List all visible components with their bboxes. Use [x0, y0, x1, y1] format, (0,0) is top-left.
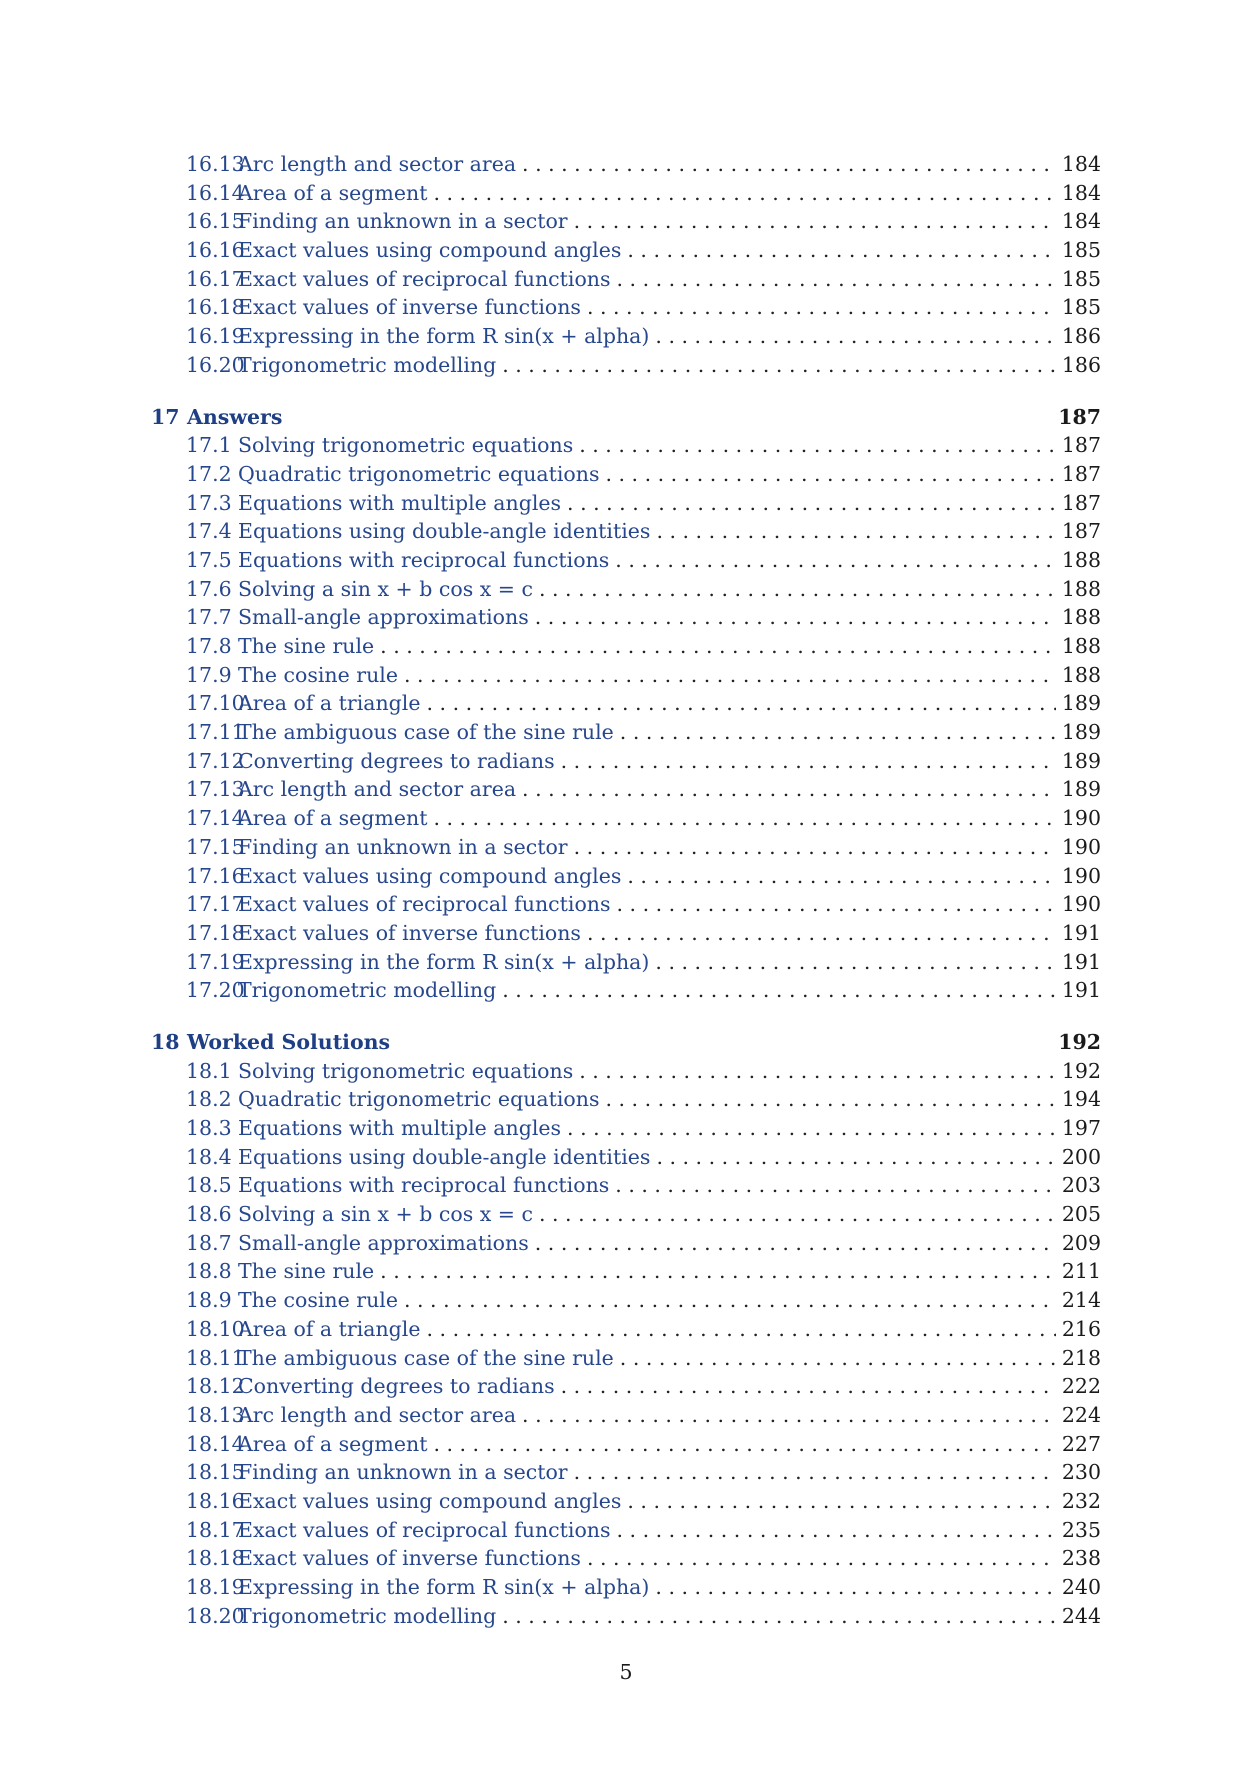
toc-dot-leader — [522, 775, 1056, 804]
toc-entry-title: The cosine rule — [238, 662, 398, 687]
toc-dot-leader — [535, 603, 1056, 632]
toc-section-link[interactable] — [151, 150, 1101, 179]
toc-section-link[interactable] — [151, 1315, 1101, 1344]
toc-dot-leader — [404, 661, 1056, 690]
toc-entry-number: 18.8 — [186, 1259, 232, 1284]
toc-entry-page: 192 — [1058, 1029, 1101, 1054]
toc-entry-page: 184 — [1061, 152, 1101, 176]
toc-entry-page: 190 — [1061, 863, 1101, 888]
toc-dot-leader — [539, 575, 1056, 604]
toc-entry-number: 17 — [151, 404, 180, 429]
toc-entry-number: 18.4 — [186, 1144, 232, 1169]
toc-section-link[interactable] — [151, 1229, 1101, 1258]
toc-entry-number: 17.5 — [186, 547, 232, 572]
toc-entry-number: 18.18 — [186, 1546, 245, 1571]
toc-entry-page: 187 — [1061, 433, 1101, 458]
toc-entry-page: 189 — [1061, 691, 1101, 716]
toc-dot-leader — [433, 1430, 1055, 1459]
toc-entry-title: Converting degrees to radians — [238, 1374, 555, 1399]
toc-entry-number: 18.13 — [186, 1402, 245, 1427]
toc-entry-title: Finding an unknown in a sector — [238, 209, 568, 234]
toc-entry-page: 187 — [1061, 519, 1101, 544]
toc-entry-title: Exact values of inverse functions — [238, 295, 581, 320]
toc-entry-number: 18.16 — [186, 1488, 245, 1513]
toc-entry-number: 17.6 — [186, 576, 232, 601]
toc-section-link[interactable] — [151, 689, 1101, 718]
toc-dot-leader — [539, 1200, 1056, 1229]
toc-entry-page: 197 — [1061, 1116, 1101, 1140]
toc-dot-leader — [522, 150, 1056, 179]
toc-entry-title: Solving a sin x + b cos x = c — [238, 576, 533, 601]
toc-section-link[interactable] — [151, 1573, 1101, 1602]
toc-dot-leader — [656, 517, 1055, 546]
toc-entry-page: 189 — [1061, 748, 1101, 773]
toc-entry-page: 203 — [1061, 1173, 1101, 1198]
toc-entry-title: Quadratic trigonometric equations — [238, 461, 600, 486]
toc-section-link[interactable] — [151, 804, 1101, 833]
toc-section-link[interactable] — [151, 890, 1101, 919]
toc-section-link[interactable] — [151, 1171, 1101, 1200]
toc-entry-page: 186 — [1061, 324, 1101, 349]
toc-entry-page: 240 — [1061, 1575, 1101, 1599]
toc-entry-page: 191 — [1061, 920, 1101, 945]
toc-dot-leader — [579, 431, 1056, 460]
toc-section-link[interactable] — [151, 718, 1101, 747]
toc-entry-page: 222 — [1061, 1374, 1101, 1399]
toc-dot-leader — [587, 1544, 1056, 1573]
toc-dot-leader — [587, 293, 1056, 322]
toc-entry-number: 18.1 — [186, 1058, 232, 1083]
toc-entry-page: 187 — [1061, 461, 1101, 486]
toc-dot-leader — [433, 179, 1055, 208]
toc-entry-number: 18.11 — [186, 1345, 245, 1370]
toc-entry-page: 200 — [1061, 1144, 1101, 1169]
toc-entry-number: 18.2 — [186, 1087, 232, 1112]
toc-dot-leader — [617, 1516, 1056, 1545]
toc-entry-title: Solving trigonometric equations — [238, 1058, 574, 1083]
toc-entry-title: Exact values of inverse functions — [238, 1546, 581, 1571]
toc-chapter-link[interactable] — [151, 1028, 1101, 1057]
toc-entry-title: Trigonometric modelling — [238, 978, 497, 1003]
toc-entry-number: 17.19 — [186, 949, 245, 974]
toc-entry-number: 17.1 — [186, 433, 232, 458]
toc-section-link[interactable] — [151, 603, 1101, 632]
toc-entry-title: Exact values of reciprocal functions — [238, 266, 611, 291]
toc-section-link[interactable] — [151, 1143, 1101, 1172]
toc-entry-title: Exact values of inverse functions — [238, 920, 581, 945]
toc-entry-title: Trigonometric modelling — [238, 352, 497, 377]
toc-entry-title: Expressing in the form R sin(x + alpha) — [238, 1575, 650, 1599]
toc-entry-page: 205 — [1061, 1202, 1101, 1227]
toc-dot-leader — [502, 351, 1056, 380]
toc-entry-title: Trigonometric modelling — [238, 1603, 497, 1628]
toc-section-link[interactable] — [151, 207, 1101, 236]
toc-entry-page: 194 — [1061, 1087, 1101, 1112]
toc-section-link[interactable] — [151, 1430, 1101, 1459]
toc-entry-title: Expressing in the form R sin(x + alpha) — [238, 324, 650, 349]
toc-dot-leader — [627, 236, 1055, 265]
toc-dot-leader — [427, 689, 1056, 718]
toc-entry-page: 211 — [1061, 1259, 1101, 1284]
toc-dot-leader — [587, 919, 1056, 948]
toc-entry-number: 18.3 — [186, 1116, 232, 1140]
toc-entry-page: 189 — [1061, 720, 1101, 745]
toc-section-link[interactable] — [151, 1487, 1101, 1516]
toc-section-link[interactable] — [151, 322, 1101, 351]
toc-entry-page: 188 — [1061, 576, 1101, 601]
toc-dot-leader — [574, 1458, 1056, 1487]
toc-entry-title: Quadratic trigonometric equations — [238, 1087, 600, 1112]
toc-entry-page: 232 — [1061, 1488, 1101, 1513]
toc-dot-leader — [627, 862, 1055, 891]
toc-entry-title: Area of a triangle — [238, 1316, 421, 1341]
toc-entry-page: 191 — [1061, 978, 1101, 1003]
toc-section-link[interactable] — [151, 747, 1101, 776]
toc-section-link[interactable] — [151, 661, 1101, 690]
toc-entry-page: 238 — [1061, 1546, 1101, 1571]
toc-section-link[interactable] — [151, 632, 1101, 661]
toc-dot-leader — [620, 1344, 1056, 1373]
toc-dot-leader — [627, 1487, 1055, 1516]
toc-entry-page: 184 — [1061, 180, 1101, 205]
toc-entry-number: 17.2 — [186, 461, 232, 486]
toc-entry-title: Equations with multiple angles — [238, 1116, 562, 1140]
toc-dot-leader — [380, 1257, 1056, 1286]
toc-entry-title: Exact values using compound angles — [238, 863, 622, 888]
toc-entry-page: 216 — [1061, 1316, 1101, 1341]
toc-chapter-link[interactable] — [151, 403, 1101, 432]
toc-entry-title: Small-angle approximations — [238, 1230, 529, 1255]
toc-entry-number: 18.12 — [186, 1374, 245, 1399]
toc-dot-leader — [655, 948, 1055, 977]
toc-dot-leader — [567, 489, 1056, 518]
toc-section-link[interactable] — [151, 517, 1101, 546]
toc-section-link[interactable] — [151, 1057, 1101, 1086]
toc-entry-page: 244 — [1061, 1603, 1101, 1628]
toc-entry-page: 189 — [1061, 777, 1101, 802]
toc-entry-title: Area of a triangle — [238, 691, 421, 716]
toc-entry-title: Equations with multiple angles — [238, 490, 562, 515]
toc-section-link[interactable] — [151, 1544, 1101, 1573]
toc-entry-title: Finding an unknown in a sector — [238, 1460, 568, 1485]
toc-entry-number: 18 — [151, 1029, 180, 1054]
toc-dot-leader — [615, 1171, 1056, 1200]
toc-dot-leader — [427, 1315, 1056, 1344]
toc-entry-title: Expressing in the form R sin(x + alpha) — [238, 949, 650, 974]
toc-section-link[interactable] — [151, 1286, 1101, 1315]
toc-section-link[interactable] — [151, 833, 1101, 862]
toc-entry-number: 17.15 — [186, 834, 245, 859]
toc-entry-number: 18.6 — [186, 1202, 232, 1227]
toc-section-link[interactable] — [151, 293, 1101, 322]
page-number: 5 — [619, 1660, 633, 1684]
toc-entry-title: Area of a segment — [238, 806, 428, 831]
toc-entry-number: 16.18 — [186, 295, 245, 320]
toc-section-link[interactable] — [151, 919, 1101, 948]
toc-entry-title: Finding an unknown in a sector — [238, 834, 568, 859]
toc-entry-number: 17.17 — [186, 892, 245, 917]
toc-entry-number: 18.5 — [186, 1173, 232, 1198]
toc-section-link[interactable] — [151, 179, 1101, 208]
toc-section-link[interactable] — [151, 431, 1101, 460]
toc-entry-title: Equations using double-angle identities — [238, 1144, 651, 1169]
toc-entry-title: The ambiguous case of the sine rule — [238, 1345, 614, 1370]
toc-entry-page: 188 — [1061, 634, 1101, 658]
toc-dot-leader — [656, 1143, 1055, 1172]
toc-entry-number: 17.14 — [186, 806, 245, 831]
toc-entry-title: Equations with reciprocal functions — [238, 547, 610, 572]
toc-section-link[interactable] — [151, 265, 1101, 294]
toc-entry-title: The sine rule — [238, 634, 375, 658]
toc-entry-title: Area of a segment — [238, 180, 428, 205]
toc-dot-leader — [615, 546, 1056, 575]
toc-entry-page: 214 — [1061, 1288, 1101, 1313]
toc-dot-leader — [502, 976, 1056, 1005]
toc-dot-leader — [502, 1602, 1056, 1631]
toc-section-link[interactable] — [151, 236, 1101, 265]
toc-dot-leader — [655, 1573, 1055, 1602]
toc-section-link[interactable] — [151, 1372, 1101, 1401]
toc-section-link[interactable] — [151, 1085, 1101, 1114]
toc-entry-page: 190 — [1061, 806, 1101, 831]
toc-entry-title: Arc length and sector area — [238, 152, 517, 176]
toc-entry-number: 18.14 — [186, 1431, 245, 1456]
toc-section-link[interactable] — [151, 546, 1101, 575]
toc-entry-title: Arc length and sector area — [238, 777, 517, 802]
toc-section-link[interactable] — [151, 1114, 1101, 1143]
toc-section-link[interactable] — [151, 1200, 1101, 1229]
toc-section-link[interactable] — [151, 1401, 1101, 1430]
toc-entry-title: Worked Solutions — [187, 1029, 391, 1054]
toc-entry-page: 184 — [1061, 209, 1101, 234]
toc-section-link[interactable] — [151, 489, 1101, 518]
toc-entry-number: 17.16 — [186, 863, 245, 888]
toc-entry-title: The ambiguous case of the sine rule — [238, 720, 614, 745]
toc-entry-number: 17.11 — [186, 720, 245, 745]
toc-entry-number: 18.15 — [186, 1460, 245, 1485]
toc-entry-number: 16.15 — [186, 209, 245, 234]
toc-entry-title: Equations with reciprocal functions — [238, 1173, 610, 1198]
toc-entry-page: 230 — [1061, 1460, 1101, 1485]
toc-entry-page: 192 — [1061, 1058, 1101, 1083]
toc-entry-title: Exact values of reciprocal functions — [238, 892, 611, 917]
toc-entry-number: 18.9 — [186, 1288, 232, 1313]
toc-entry-title: Arc length and sector area — [238, 1402, 517, 1427]
toc-section-link[interactable] — [151, 1602, 1101, 1631]
toc-dot-leader — [522, 1401, 1056, 1430]
toc-entry-number: 18.20 — [186, 1603, 245, 1628]
toc-entry-title: Converting degrees to radians — [238, 748, 555, 773]
toc-dot-leader — [579, 1057, 1056, 1086]
toc-section-link[interactable] — [151, 976, 1101, 1005]
toc-entry-title: Small-angle approximations — [238, 605, 529, 630]
toc-entry-number: 16.13 — [186, 152, 245, 176]
toc-entry-page: 224 — [1061, 1402, 1101, 1427]
toc-entry-page: 188 — [1061, 547, 1101, 572]
toc-entry-number: 17.8 — [186, 634, 232, 658]
toc-section-link[interactable] — [151, 775, 1101, 804]
toc-entry-number: 17.7 — [186, 605, 232, 630]
toc-dot-leader — [605, 460, 1055, 489]
toc-entry-title: Answers — [187, 404, 283, 429]
toc-dot-leader — [404, 1286, 1056, 1315]
table-of-contents — [151, 150, 1101, 1630]
toc-entry-number: 18.7 — [186, 1230, 232, 1255]
toc-dot-leader — [567, 1114, 1056, 1143]
toc-entry-page: 227 — [1061, 1431, 1101, 1456]
toc-dot-leader — [617, 890, 1056, 919]
toc-entry-number: 16.14 — [186, 180, 245, 205]
toc-entry-number: 17.10 — [186, 691, 245, 716]
toc-entry-number: 16.20 — [186, 352, 245, 377]
toc-dot-leader — [433, 804, 1055, 833]
toc-dot-leader — [655, 322, 1055, 351]
toc-entry-number: 16.19 — [186, 324, 245, 349]
toc-dot-leader — [535, 1229, 1056, 1258]
toc-entry-page: 209 — [1061, 1230, 1101, 1255]
toc-dot-leader — [561, 1372, 1056, 1401]
toc-section-link[interactable] — [151, 948, 1101, 977]
toc-entry-title: Solving trigonometric equations — [238, 433, 574, 458]
toc-entry-number: 17.4 — [186, 519, 232, 544]
toc-entry-number: 18.10 — [186, 1316, 245, 1341]
toc-dot-leader — [574, 833, 1056, 862]
toc-entry-number: 16.16 — [186, 238, 245, 263]
toc-section-link[interactable] — [151, 1257, 1101, 1286]
toc-entry-title: Exact values of reciprocal functions — [238, 1517, 611, 1542]
toc-entry-title: The sine rule — [238, 1259, 375, 1284]
toc-entry-page: 187 — [1058, 404, 1101, 429]
toc-entry-title: Solving a sin x + b cos x = c — [238, 1202, 533, 1227]
toc-entry-number: 17.13 — [186, 777, 245, 802]
toc-entry-number: 18.19 — [186, 1575, 245, 1599]
toc-dot-leader — [380, 632, 1056, 661]
toc-entry-page: 186 — [1061, 352, 1101, 377]
toc-entry-page: 185 — [1061, 266, 1101, 291]
toc-section-link[interactable] — [151, 460, 1101, 489]
toc-entry-title: Equations using double-angle identities — [238, 519, 651, 544]
toc-section-link[interactable] — [151, 862, 1101, 891]
toc-entry-page: 190 — [1061, 892, 1101, 917]
toc-entry-title: The cosine rule — [238, 1288, 398, 1313]
toc-entry-number: 17.3 — [186, 490, 232, 515]
toc-dot-leader — [620, 718, 1056, 747]
toc-dot-leader — [617, 265, 1056, 294]
toc-entry-page: 185 — [1061, 238, 1101, 263]
toc-section-link[interactable] — [151, 351, 1101, 380]
toc-section-link[interactable] — [151, 575, 1101, 604]
toc-entry-title: Exact values using compound angles — [238, 238, 622, 263]
toc-entry-page: 190 — [1061, 834, 1101, 859]
toc-section-link[interactable] — [151, 1516, 1101, 1545]
toc-entry-number: 17.20 — [186, 978, 245, 1003]
toc-dot-leader — [574, 207, 1056, 236]
toc-entry-page: 185 — [1061, 295, 1101, 320]
toc-entry-number: 17.12 — [186, 748, 245, 773]
toc-entry-number: 16.17 — [186, 266, 245, 291]
toc-entry-number: 18.17 — [186, 1517, 245, 1542]
toc-dot-leader — [605, 1085, 1055, 1114]
toc-entry-page: 188 — [1061, 605, 1101, 630]
toc-entry-page: 218 — [1061, 1345, 1101, 1370]
toc-dot-leader — [561, 747, 1056, 776]
toc-entry-number: 17.9 — [186, 662, 232, 687]
toc-section-link[interactable] — [151, 1344, 1101, 1373]
toc-entry-number: 17.18 — [186, 920, 245, 945]
toc-entry-page: 188 — [1061, 662, 1101, 687]
toc-entry-page: 191 — [1061, 949, 1101, 974]
toc-section-link[interactable] — [151, 1458, 1101, 1487]
toc-entry-page: 235 — [1061, 1517, 1101, 1542]
toc-entry-title: Area of a segment — [238, 1431, 428, 1456]
toc-entry-title: Exact values using compound angles — [238, 1488, 622, 1513]
toc-entry-page: 187 — [1061, 490, 1101, 515]
